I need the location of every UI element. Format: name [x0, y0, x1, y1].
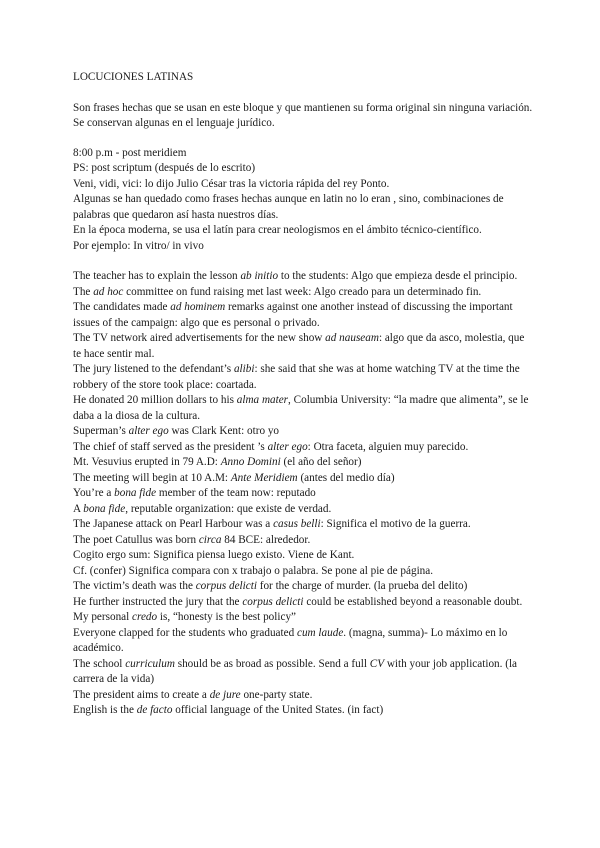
example-line: Superman’s alter ego was Clark Kent: otro yo [73, 425, 280, 437]
latin-term: corpus delicti [195, 580, 257, 592]
example-line: The victim’s death was the corpus delicti for the charge of murder. (la prueba del delito) [73, 580, 468, 592]
notes-block [73, 146, 533, 255]
latin-term: alibi [233, 363, 255, 375]
latin-term: ab initio [240, 270, 279, 282]
latin-term: ad hoc [93, 285, 124, 298]
example-line: The president aims to create a de jure one-party state. [73, 688, 313, 701]
example-line: The candidates made ad hominem remarks against one another instead of discussing the important issues of the campaign: algo que es personal o privado. [73, 301, 513, 329]
example-line: The teacher has to explain the lesson ab initio to the students: Algo que empieza desde el principio. [73, 270, 518, 282]
latin-term: de facto [136, 704, 173, 716]
example-line: Cogito ergo sum: Significa piensa luego existo. Viene de Kant. [73, 549, 355, 561]
latin-term: alma mater [236, 394, 289, 406]
example-line: My personal credo is, “honesty is the best policy” [73, 611, 296, 623]
example-line: The jury listened to the defendant’s alibi: she said that she was at home watching TV at the time the robbery of the store took place: coartada. [73, 363, 520, 391]
latin-term: de jure [209, 688, 241, 701]
intro-paragraph: Son frases hechas que se usan en este bloque y que mantienen su forma original sin ninguna variación. Se conservan algunas en el lenguaje jurídico. [73, 101, 533, 129]
note-line: Veni, vidi, vici: lo dijo Julio César tras la victoria rápida del rey Ponto. [73, 177, 390, 190]
example-line: A bona fide, reputable organization: que existe de verdad. [73, 502, 332, 515]
examples-block [73, 269, 533, 719]
example-line: The school curriculum should be as broad as possible. Send a full CV with your job application. (la carrera de la vida) [73, 657, 518, 685]
latin-term: cum laude [297, 626, 344, 639]
latin-term: curriculum [125, 657, 175, 670]
example-line: Mt. Vesuvius erupted in 79 A.D: Anno Domini (el año del señor) [73, 456, 362, 468]
document-page [73, 70, 533, 734]
example-line: The Japanese attack on Pearl Harbour was a casus belli: Significa el motivo de la guerra. [73, 518, 471, 530]
latin-term: bona fide [83, 502, 126, 515]
example-line: The TV network aired advertisements for the new show ad nauseam: algo que da asco, molestia, que te hace sentir mal. [73, 332, 525, 360]
note-line: 8:00 p.m - post meridiem [73, 146, 187, 159]
latin-term: credo [132, 611, 158, 623]
latin-term: casus belli [273, 518, 321, 530]
latin-term: ad hominem [170, 301, 226, 313]
example-line: The meeting will begin at 10 A.M: Ante Meridiem (antes del medio día) [73, 471, 395, 484]
latin-term: corpus delicti [242, 595, 304, 608]
latin-term: ad nauseam [325, 332, 379, 344]
note-line: Por ejemplo: In vitro/ in vivo [73, 239, 204, 252]
latin-term: circa [198, 533, 222, 546]
note-line: En la época moderna, se usa el latín para crear neologismos en el ámbito técnico-científico. [73, 224, 482, 236]
example-line: English is the de facto official language of the United States. (in fact) [73, 704, 384, 716]
example-line: You’re a bona fide member of the team now: reputado [73, 487, 316, 499]
example-line: Everyone clapped for the students who graduated cum laude. (magna, summa)- Lo máximo en lo académico. [73, 626, 508, 654]
latin-term: alter ego [128, 425, 169, 437]
example-line: Cf. (confer) Significa compara con x trabajo o palabra. Se pone al pie de página. [73, 564, 434, 577]
latin-term: Ante Meridiem [230, 471, 298, 484]
example-line: He further instructed the jury that the corpus delicti could be established beyond a reasonable doubt. [73, 595, 523, 608]
example-line: The ad hoc committee on fund raising met last week: Algo creado para un determinado fin. [73, 285, 482, 298]
latin-term: alter ego [267, 440, 308, 453]
latin-term: CV [369, 657, 385, 670]
latin-term: bona fide [114, 487, 157, 499]
note-line: Algunas se han quedado como frases hechas aunque en latin no lo eran , sino, combinaciones de palabras que quedaron así hasta nuestros días. [73, 193, 504, 221]
example-line: He donated 20 million dollars to his alma mater, Columbia University: “la madre que alimenta”, se le daba a la diosa de la cultura. [73, 394, 529, 422]
document-title: LOCUCIONES LATINAS [73, 71, 194, 83]
example-line: The poet Catullus was born circa 84 BCE: alrededor. [73, 533, 311, 546]
note-line: PS: post scriptum (después de lo escrito) [73, 162, 256, 174]
example-line: The chief of staff served as the president ’s alter ego: Otra faceta, alguien muy parecido. [73, 440, 469, 453]
latin-term: Anno Domini [220, 456, 281, 468]
